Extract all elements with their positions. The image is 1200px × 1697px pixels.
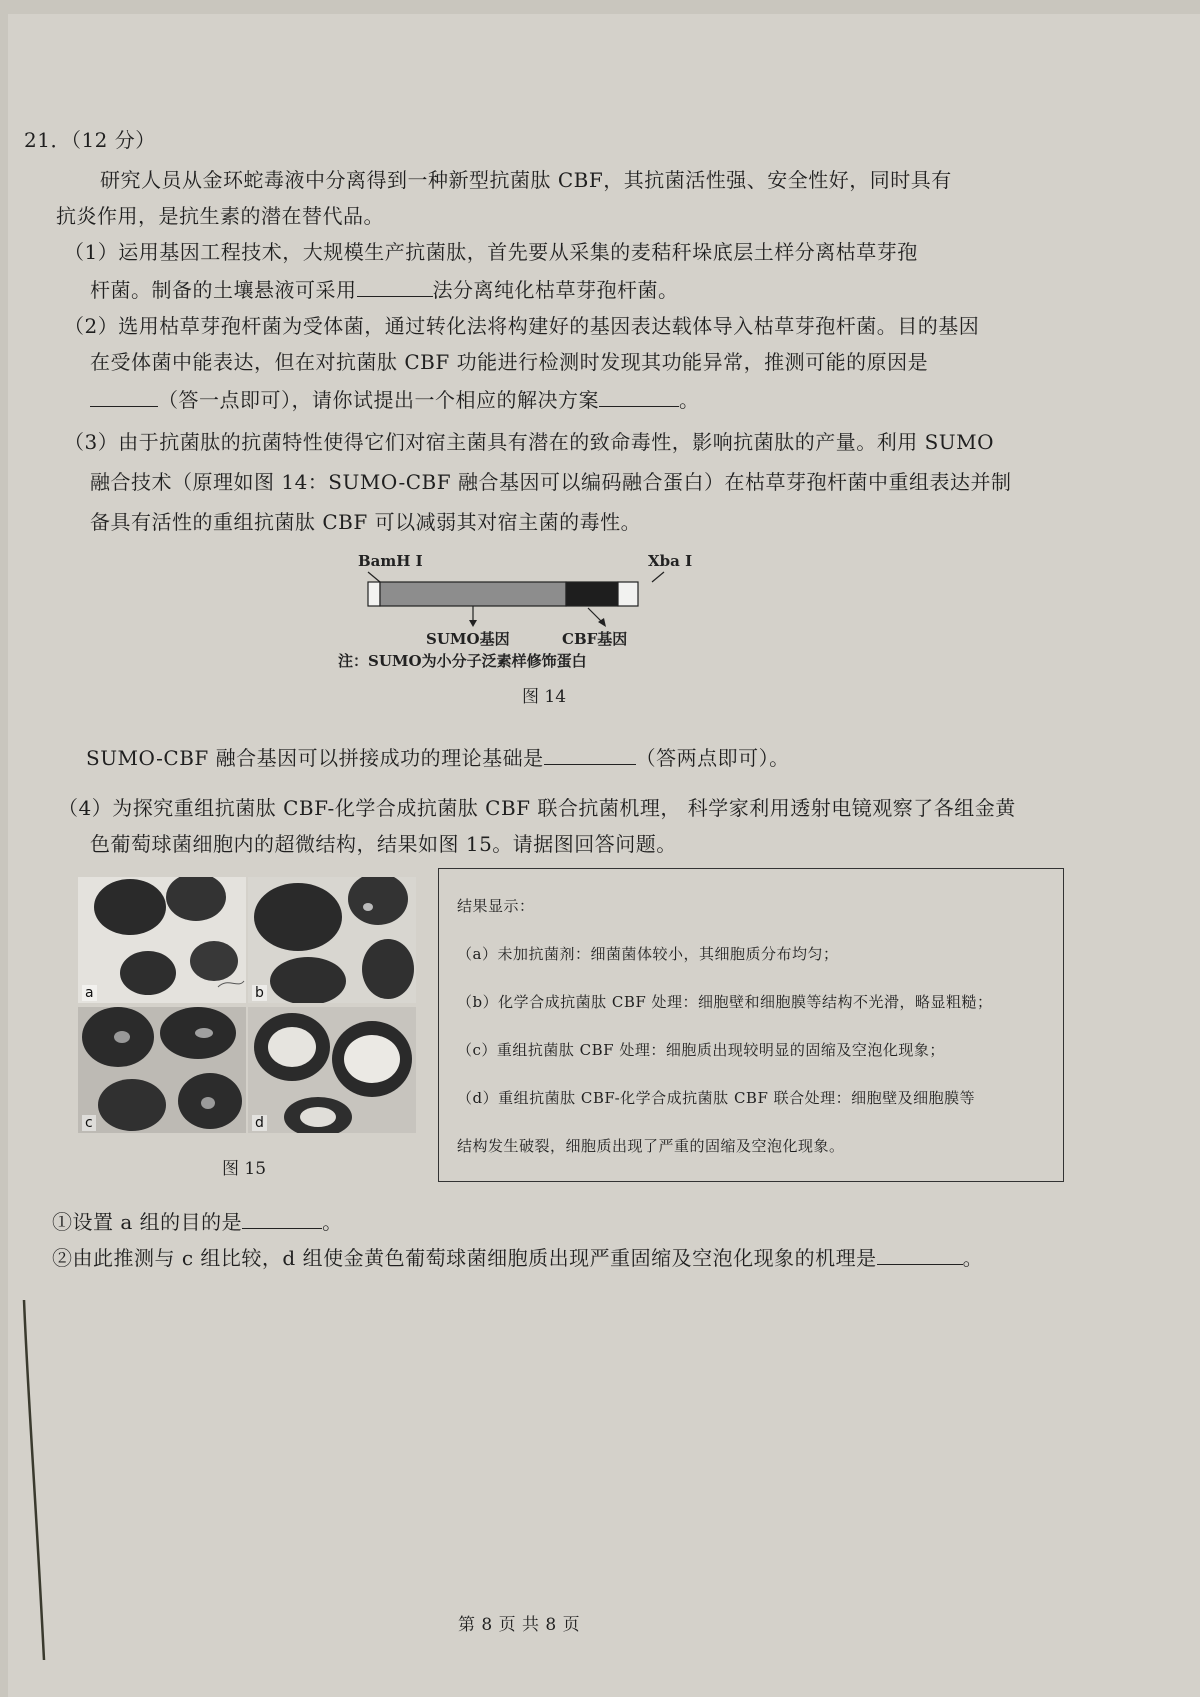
part2-line-3	[90, 384, 700, 413]
subquestion-1	[52, 1206, 343, 1235]
right-flank-segment	[618, 582, 638, 606]
subquestion-1-text-a: ①设置 a 组的目的是	[52, 1210, 243, 1234]
subquestion-1-text-b: 。	[322, 1210, 343, 1234]
part2-text-a: （答一点即可），请你试提出一个相应的解决方案	[158, 388, 599, 412]
part1-text-b: 法分离纯化枯草芽孢杆菌。	[432, 278, 679, 302]
cbf-gene-segment	[566, 582, 618, 606]
result-line-a: （a）未加抗菌剂：细菌菌体较小，其细胞质分布均匀；	[457, 945, 839, 963]
result-line-d: （d）重组抗菌肽 CBF-化学合成抗菌肽 CBF 联合处理：细胞壁及细胞膜等	[457, 1089, 976, 1107]
panel-a-label: a	[82, 985, 97, 1001]
sumo-gene-label: SUMO基因	[426, 630, 510, 648]
part3-question	[86, 742, 790, 771]
part3-question-text-a: SUMO-CBF 融合基因可以拼接成功的理论基础是	[86, 746, 544, 770]
part1-line-1: （1）运用基因工程技术，大规模生产抗菌肽，首先要从采集的麦秸秆垛底层土样分离枯草芽孢	[64, 240, 918, 264]
page-footer: 第 8 页 共 8 页	[458, 1615, 581, 1635]
part1-line-2	[90, 274, 679, 303]
result-line-b: （b）化学合成抗菌肽 CBF 处理：细胞壁和细胞膜等结构不光滑，略显粗糙；	[457, 993, 993, 1011]
panel-c-label: c	[82, 1115, 96, 1131]
answer-blank-5[interactable]	[242, 1212, 322, 1229]
bamh1-pointer	[368, 572, 380, 582]
left-flank-segment	[368, 582, 380, 606]
xba1-label: Xba Ⅰ	[648, 552, 693, 570]
micrograph-panel-d	[248, 1007, 416, 1133]
answer-blank-3[interactable]	[599, 390, 679, 407]
micrograph-panel-a	[78, 877, 246, 1003]
answer-blank-1[interactable]	[357, 280, 433, 297]
micrograph-panel-c	[78, 1007, 246, 1133]
figure14-note: 注：SUMO为小分子泛素样修饰蛋白	[338, 652, 587, 670]
part2-line-1: （2）选用枯草芽孢杆菌为受体菌，通过转化法将构建好的基因表达载体导入枯草芽孢杆菌。目的基因	[64, 314, 980, 338]
part2-line-2: 在受体菌中能表达，但在对抗菌肽 CBF 功能进行检测时发现其功能异常，推测可能的原因是	[90, 350, 929, 374]
answer-blank-2[interactable]	[90, 390, 158, 407]
part3-line-3: 备具有活性的重组抗菌肽 CBF 可以减弱其对宿主菌的毒性。	[90, 510, 642, 534]
figure14-fusion-gene-diagram	[330, 548, 750, 688]
bamh1-label: BamH Ⅰ	[358, 552, 423, 570]
panel-b-label: b	[252, 985, 267, 1001]
cbf-gene-label: CBF基因	[562, 630, 628, 648]
figure15-caption: 图 15	[222, 1159, 267, 1179]
part1-text-a: 杆菌。制备的土壤悬液可采用	[90, 278, 357, 302]
part2-text-b: 。	[679, 388, 700, 412]
part4-line-2: 色葡萄球菌细胞内的超微结构，结果如图 15。请据图回答问题。	[90, 832, 677, 856]
part4-line-1: （4）为探究重组抗菌肽 CBF-化学合成抗菌肽 CBF 联合抗菌机理， 科学家利用透射电镜观察了各组金黄	[58, 796, 1016, 820]
intro-line-2: 抗炎作用，是抗生素的潜在替代品。	[56, 204, 384, 228]
part3-line-2: 融合技术（原理如图 14：SUMO-CBF 融合基因可以编码融合蛋白）在枯草芽孢杆菌中重组表达并制	[90, 470, 1012, 494]
results-title: 结果显示：	[457, 897, 535, 915]
subquestion-2-text-b: 。	[962, 1246, 984, 1270]
answer-blank-4[interactable]	[544, 748, 636, 765]
part3-line-1: （3）由于抗菌肽的抗菌特性使得它们对宿主菌具有潜在的致命毒性，影响抗菌肽的产量。利用 SUMO	[64, 430, 995, 454]
answer-blank-6[interactable]	[877, 1248, 963, 1265]
figure14-caption: 图 14	[522, 687, 567, 707]
intro-line-1: 研究人员从金环蛇毒液中分离得到一种新型抗菌肽 CBF，其抗菌活性强、安全性好，同时具有	[100, 168, 952, 192]
sumo-arrowhead	[469, 620, 477, 627]
subquestion-2-text-a: ②由此推测与 c 组比较，d 组使金黄色葡萄球菌细胞质出现严重固缩及空泡化现象的机理是	[52, 1246, 877, 1270]
result-line-c: （c）重组抗菌肽 CBF 处理：细胞质出现较明显的固缩及空泡化现象；	[457, 1041, 945, 1059]
result-line-d-cont: 结构发生破裂，细胞质出现了严重的固缩及空泡化现象。	[457, 1137, 845, 1155]
sumo-gene-segment	[380, 582, 566, 606]
micrograph-panel-b	[248, 877, 416, 1003]
results-box	[438, 868, 1064, 1182]
part3-question-text-b: （答两点即可）。	[635, 746, 790, 770]
subquestion-2	[52, 1242, 983, 1271]
panel-d-label: d	[252, 1115, 267, 1131]
xba1-pointer	[652, 572, 664, 582]
question-number: 21．（12 分）	[24, 128, 156, 152]
figure15-micrographs	[78, 877, 418, 1133]
